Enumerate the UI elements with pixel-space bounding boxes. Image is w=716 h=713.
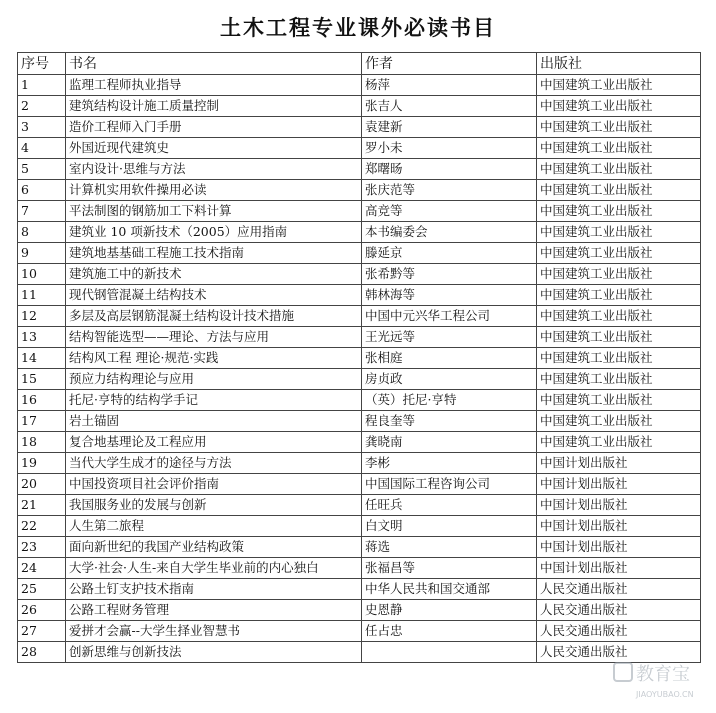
cell-name: 创新思维与创新技法 xyxy=(66,642,362,663)
cell-publisher: 人民交通出版社 xyxy=(537,600,701,621)
watermark-logo xyxy=(612,659,708,705)
page-title: 土木工程专业课外必读书目 xyxy=(220,16,496,40)
table-row xyxy=(18,159,701,180)
cell-author: 史恩静 xyxy=(362,600,537,621)
cell-publisher: 中国建筑工业出版社 xyxy=(537,180,701,201)
cell-author: 张福昌等 xyxy=(362,558,537,579)
table-row xyxy=(18,306,701,327)
cell-author: 王光远等 xyxy=(362,327,537,348)
cell-name: 平法制图的钢筋加工下料计算 xyxy=(66,201,362,222)
table-row xyxy=(18,264,701,285)
cell-author: 罗小未 xyxy=(362,138,537,159)
cell-no: 10 xyxy=(18,264,66,285)
cell-name: 面向新世纪的我国产业结构政策 xyxy=(66,537,362,558)
cell-no: 26 xyxy=(18,600,66,621)
cell-publisher: 中国计划出版社 xyxy=(537,537,701,558)
table-row xyxy=(18,138,701,159)
cell-no: 23 xyxy=(18,537,66,558)
table-row xyxy=(18,474,701,495)
cell-name: 当代大学生成才的途径与方法 xyxy=(66,453,362,474)
cell-no: 1 xyxy=(18,75,66,96)
table-header-row xyxy=(18,53,701,75)
cell-author: 郑曙旸 xyxy=(362,159,537,180)
cell-name: 托尼·亨特的结构学手记 xyxy=(66,390,362,411)
cell-name: 爱拼才会赢--大学生择业智慧书 xyxy=(66,621,362,642)
cell-publisher: 中国建筑工业出版社 xyxy=(537,285,701,306)
watermark-text: 教育宝 xyxy=(636,664,690,685)
cell-name: 我国服务业的发展与创新 xyxy=(66,495,362,516)
cell-author: 杨萍 xyxy=(362,75,537,96)
cell-author: 张相庭 xyxy=(362,348,537,369)
cell-author: 高竞等 xyxy=(362,201,537,222)
cell-author: 中国国际工程咨询公司 xyxy=(362,474,537,495)
cell-author: 任旺兵 xyxy=(362,495,537,516)
cell-publisher: 中国建筑工业出版社 xyxy=(537,75,701,96)
cell-publisher: 中国计划出版社 xyxy=(537,474,701,495)
watermark-sub: JIAOYUBAO.CN xyxy=(636,690,694,699)
header-name: 书名 xyxy=(66,53,362,75)
cell-publisher: 中国建筑工业出版社 xyxy=(537,369,701,390)
cell-publisher: 中国建筑工业出版社 xyxy=(537,117,701,138)
cell-publisher: 人民交通出版社 xyxy=(537,642,701,663)
table-row xyxy=(18,411,701,432)
cell-publisher: 中国建筑工业出版社 xyxy=(537,348,701,369)
cell-no: 25 xyxy=(18,579,66,600)
cell-author: 中国中元兴华工程公司 xyxy=(362,306,537,327)
cell-publisher: 中国建筑工业出版社 xyxy=(537,306,701,327)
cell-publisher: 中国建筑工业出版社 xyxy=(537,138,701,159)
header-publisher: 出版社 xyxy=(537,53,701,75)
cell-author: 本书编委会 xyxy=(362,222,537,243)
table-row xyxy=(18,75,701,96)
cell-author: 任占忠 xyxy=(362,621,537,642)
table-body xyxy=(18,75,701,663)
cell-publisher: 中国建筑工业出版社 xyxy=(537,432,701,453)
cell-no: 13 xyxy=(18,327,66,348)
cell-author: 龚晓南 xyxy=(362,432,537,453)
table-row xyxy=(18,243,701,264)
cell-publisher: 中国建筑工业出版社 xyxy=(537,411,701,432)
cell-no: 12 xyxy=(18,306,66,327)
header-no: 序号 xyxy=(18,53,66,75)
cell-no: 17 xyxy=(18,411,66,432)
table-row xyxy=(18,117,701,138)
cell-name: 预应力结构理论与应用 xyxy=(66,369,362,390)
table-row xyxy=(18,621,701,642)
cell-name: 室内设计·思维与方法 xyxy=(66,159,362,180)
table-row xyxy=(18,558,701,579)
table-row xyxy=(18,642,701,663)
table-row xyxy=(18,390,701,411)
cell-no: 20 xyxy=(18,474,66,495)
cell-publisher: 中国建筑工业出版社 xyxy=(537,159,701,180)
cell-publisher: 中国建筑工业出版社 xyxy=(537,327,701,348)
table-row xyxy=(18,516,701,537)
cell-no: 15 xyxy=(18,369,66,390)
table-row xyxy=(18,222,701,243)
table-row xyxy=(18,348,701,369)
cell-name: 人生第二旅程 xyxy=(66,516,362,537)
table-row xyxy=(18,600,701,621)
table-row xyxy=(18,537,701,558)
cell-name: 公路工程财务管理 xyxy=(66,600,362,621)
cell-publisher: 中国建筑工业出版社 xyxy=(537,96,701,117)
cell-author: 滕延京 xyxy=(362,243,537,264)
table-row xyxy=(18,495,701,516)
cell-no: 9 xyxy=(18,243,66,264)
cell-publisher: 中国计划出版社 xyxy=(537,453,701,474)
cell-no: 18 xyxy=(18,432,66,453)
cell-no: 27 xyxy=(18,621,66,642)
cell-name: 建筑地基基础工程施工技术指南 xyxy=(66,243,362,264)
cell-name: 多层及高层钢筋混凝土结构设计技术措施 xyxy=(66,306,362,327)
cell-name: 公路土钉支护技术指南 xyxy=(66,579,362,600)
cell-name: 监理工程师执业指导 xyxy=(66,75,362,96)
cell-name: 结构智能选型——理论、方法与应用 xyxy=(66,327,362,348)
cell-author: 李彬 xyxy=(362,453,537,474)
cell-publisher: 中国建筑工业出版社 xyxy=(537,243,701,264)
cell-name: 结构风工程 理论·规范·实践 xyxy=(66,348,362,369)
table-row xyxy=(18,432,701,453)
cell-author: 韩林海等 xyxy=(362,285,537,306)
cell-no: 7 xyxy=(18,201,66,222)
cell-no: 8 xyxy=(18,222,66,243)
cell-author: 房贞政 xyxy=(362,369,537,390)
cell-no: 22 xyxy=(18,516,66,537)
cell-name: 岩土锚固 xyxy=(66,411,362,432)
cell-no: 24 xyxy=(18,558,66,579)
cell-author: 中华人民共和国交通部 xyxy=(362,579,537,600)
table-row xyxy=(18,453,701,474)
cell-no: 28 xyxy=(18,642,66,663)
cell-author: 蒋选 xyxy=(362,537,537,558)
cell-no: 6 xyxy=(18,180,66,201)
cell-name: 复合地基理论及工程应用 xyxy=(66,432,362,453)
cell-publisher: 人民交通出版社 xyxy=(537,621,701,642)
cell-author xyxy=(362,642,537,663)
cell-author: （英）托尼·亨特 xyxy=(362,390,537,411)
cell-author: 张吉人 xyxy=(362,96,537,117)
cell-name: 建筑业 10 项新技术（2005）应用指南 xyxy=(66,222,362,243)
cell-author: 张希黔等 xyxy=(362,264,537,285)
cell-author: 白文明 xyxy=(362,516,537,537)
cell-no: 11 xyxy=(18,285,66,306)
cell-publisher: 中国建筑工业出版社 xyxy=(537,390,701,411)
cell-author: 张庆范等 xyxy=(362,180,537,201)
cell-name: 外国近现代建筑史 xyxy=(66,138,362,159)
cell-author: 程良奎等 xyxy=(362,411,537,432)
cell-name: 计算机实用软件操用必读 xyxy=(66,180,362,201)
table-row xyxy=(18,180,701,201)
cell-name: 大学·社会·人生-来自大学生毕业前的内心独白 xyxy=(66,558,362,579)
cell-no: 3 xyxy=(18,117,66,138)
cell-publisher: 中国建筑工业出版社 xyxy=(537,222,701,243)
header-author: 作者 xyxy=(362,53,537,75)
cell-publisher: 中国计划出版社 xyxy=(537,495,701,516)
cell-name: 建筑施工中的新技术 xyxy=(66,264,362,285)
table-row xyxy=(18,369,701,390)
cell-no: 2 xyxy=(18,96,66,117)
cell-no: 19 xyxy=(18,453,66,474)
cell-no: 5 xyxy=(18,159,66,180)
table-row xyxy=(18,327,701,348)
table-row xyxy=(18,201,701,222)
cell-publisher: 中国计划出版社 xyxy=(537,516,701,537)
cell-no: 4 xyxy=(18,138,66,159)
cell-name: 中国投资项目社会评价指南 xyxy=(66,474,362,495)
cell-name: 现代钢管混凝土结构技术 xyxy=(66,285,362,306)
cell-no: 21 xyxy=(18,495,66,516)
table-row xyxy=(18,96,701,117)
cell-publisher: 中国建筑工业出版社 xyxy=(537,264,701,285)
cell-name: 造价工程师入门手册 xyxy=(66,117,362,138)
cell-author: 袁建新 xyxy=(362,117,537,138)
cell-publisher: 中国计划出版社 xyxy=(537,558,701,579)
table-row xyxy=(18,285,701,306)
cell-name: 建筑结构设计施工质量控制 xyxy=(66,96,362,117)
cell-publisher: 中国建筑工业出版社 xyxy=(537,201,701,222)
cell-no: 16 xyxy=(18,390,66,411)
book-list-table xyxy=(17,52,701,663)
table-row xyxy=(18,579,701,600)
cell-no: 14 xyxy=(18,348,66,369)
cell-publisher: 人民交通出版社 xyxy=(537,579,701,600)
